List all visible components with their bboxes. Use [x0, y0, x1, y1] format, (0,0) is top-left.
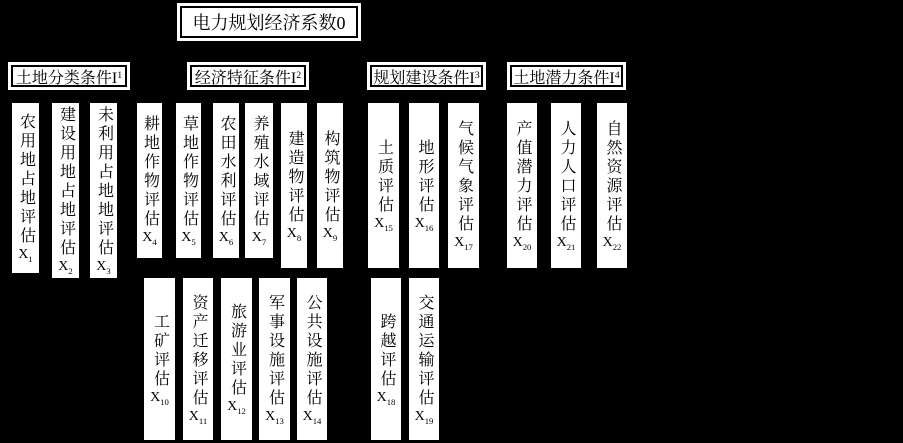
node-x3-variable [96, 259, 110, 275]
variable-subscript: 4 [152, 236, 157, 247]
variable-base: X [18, 247, 29, 262]
node-x11-label: 资产迁移评估 [190, 293, 207, 408]
variable-base: X [188, 408, 199, 424]
node-x15-label: 土质评估 [375, 139, 393, 215]
variable-base: X [218, 230, 229, 245]
node-x18 [371, 278, 401, 440]
variable-subscript: 22 [612, 241, 622, 252]
node-x14 [297, 278, 327, 440]
node-x22-label: 自然资源评估 [604, 120, 621, 234]
variable-base: X [251, 230, 262, 245]
condition-text: 规划建设条件I [373, 69, 475, 87]
variable-subscript: 21 [566, 241, 576, 252]
node-x7-label: 养殖水域评估 [251, 115, 268, 229]
variable-subscript: 14 [312, 415, 322, 426]
variable-base: X [286, 225, 297, 241]
variable-subscript: 6 [228, 236, 234, 247]
node-x6-label: 农田水利评估 [218, 115, 235, 229]
node-x22-variable [603, 235, 622, 251]
variable-base: X [96, 259, 107, 274]
node-x18-variable [377, 390, 396, 406]
variable-base: X [556, 235, 567, 250]
variable-subscript: 12 [237, 405, 246, 416]
node-x5 [176, 103, 201, 258]
node-x20 [507, 103, 537, 268]
variable-subscript: 9 [332, 232, 338, 243]
node-x12-variable [227, 399, 246, 415]
node-x2-variable [58, 259, 72, 275]
node-x3 [90, 103, 117, 278]
node-x14-label: 公共设施评估 [304, 293, 321, 408]
condition-label-i3: 规划建设条件I 3 [370, 65, 483, 87]
node-x7-variable [252, 230, 266, 246]
node-x4-label: 耕地作物评估 [141, 115, 159, 229]
variable-subscript: 5 [191, 236, 196, 247]
node-x21-label: 人力人口评估 [558, 120, 575, 234]
node-x11 [183, 278, 213, 440]
condition-text: 土地分类条件I [15, 69, 118, 87]
node-x6 [213, 103, 239, 258]
variable-subscript: 1 [28, 253, 33, 264]
root-node [177, 3, 361, 41]
variable-subscript: 20 [522, 241, 532, 252]
node-x16-label: 地形评估 [416, 139, 433, 215]
node-x1 [12, 103, 39, 273]
node-x8-variable [287, 226, 301, 242]
node-x13-label: 军事设施评估 [266, 293, 284, 408]
variable-base: X [58, 259, 69, 274]
variable-subscript: 2 [68, 265, 73, 276]
node-x15 [368, 103, 399, 268]
variable-base: X [512, 235, 523, 250]
variable-subscript: 8 [296, 232, 302, 243]
node-x1-variable [18, 247, 32, 263]
variable-base: X [414, 216, 425, 231]
variable-base: X [227, 399, 238, 414]
variable-subscript: 17 [464, 241, 473, 252]
variable-base: X [454, 235, 465, 250]
variable-subscript: 11 [198, 415, 208, 426]
condition-node-i2 [187, 62, 309, 90]
node-x19-variable [415, 409, 434, 425]
node-x20-label: 产值潜力评估 [514, 120, 531, 234]
node-x15-variable [374, 216, 393, 232]
node-x13 [259, 278, 290, 440]
variable-subscript: 16 [424, 222, 434, 233]
node-x2-label: 建设用地占地评估 [57, 106, 75, 258]
variable-subscript: 13 [275, 415, 284, 426]
condition-node-i1 [8, 62, 130, 90]
condition-label-i1: 土地分类条件I 1 [11, 65, 127, 87]
node-x19 [409, 278, 439, 440]
variable-subscript: 7 [261, 236, 267, 247]
condition-text: 土地潜力条件I [513, 69, 615, 87]
variable-base: X [302, 408, 313, 424]
node-x14-variable [303, 409, 322, 425]
variable-base: X [374, 216, 385, 231]
variable-base: X [181, 230, 192, 245]
node-x11-variable [189, 409, 207, 425]
condition-label-i4: 土地潜力条件I 4 [510, 65, 623, 87]
variable-base: X [376, 389, 387, 405]
variable-base: X [150, 389, 161, 405]
node-x13-variable [265, 409, 284, 425]
condition-label-i2: 经济特征条件I 2 [190, 65, 306, 87]
node-x10-label: 工矿评估 [151, 312, 169, 389]
node-x17 [448, 103, 479, 268]
node-x21-variable [557, 235, 576, 251]
node-x17-variable [454, 235, 473, 251]
node-x2 [52, 103, 79, 278]
node-x12-label: 旅游业评估 [228, 303, 246, 398]
node-x20-variable [513, 235, 532, 251]
node-x4 [137, 103, 162, 258]
node-x21 [551, 103, 581, 268]
node-x16-variable [415, 216, 434, 232]
node-x9-label: 构筑物评估 [322, 129, 339, 225]
node-x9-variable [323, 226, 337, 242]
node-x12 [221, 278, 252, 440]
variable-base: X [602, 235, 613, 250]
node-x16 [409, 103, 439, 268]
node-x8 [281, 103, 307, 268]
variable-base: X [414, 408, 425, 424]
node-x8-label: 建造物评估 [286, 129, 303, 225]
node-x22 [597, 103, 627, 268]
node-x5-variable [181, 230, 195, 246]
node-x18-label: 跨越评估 [378, 312, 395, 389]
node-x19-label: 交通运输评估 [416, 293, 433, 408]
variable-base: X [322, 225, 333, 241]
node-x1-label: 农用地占地评估 [17, 113, 35, 246]
node-x9 [317, 103, 343, 268]
node-x4-variable [142, 230, 156, 246]
node-x5-label: 草地作物评估 [180, 115, 198, 229]
node-x6-variable [219, 230, 233, 246]
variable-subscript: 10 [160, 396, 169, 407]
node-x10-variable [150, 390, 169, 406]
condition-text: 经济特征条件I [194, 69, 297, 87]
node-x7 [245, 103, 273, 258]
variable-base: X [142, 230, 153, 245]
root-label: 电力规划经济系数0 [180, 6, 358, 38]
variable-base: X [265, 408, 276, 424]
variable-subscript: 19 [424, 415, 434, 426]
node-x17-label: 气候气象评估 [455, 120, 473, 234]
condition-node-i3 [367, 62, 486, 90]
variable-subscript: 18 [386, 396, 396, 407]
condition-node-i4 [507, 62, 626, 90]
variable-subscript: 3 [106, 265, 111, 276]
variable-subscript: 15 [384, 222, 393, 233]
node-x10 [144, 278, 175, 440]
node-x3-label: 未利用占地地评估 [95, 106, 113, 258]
